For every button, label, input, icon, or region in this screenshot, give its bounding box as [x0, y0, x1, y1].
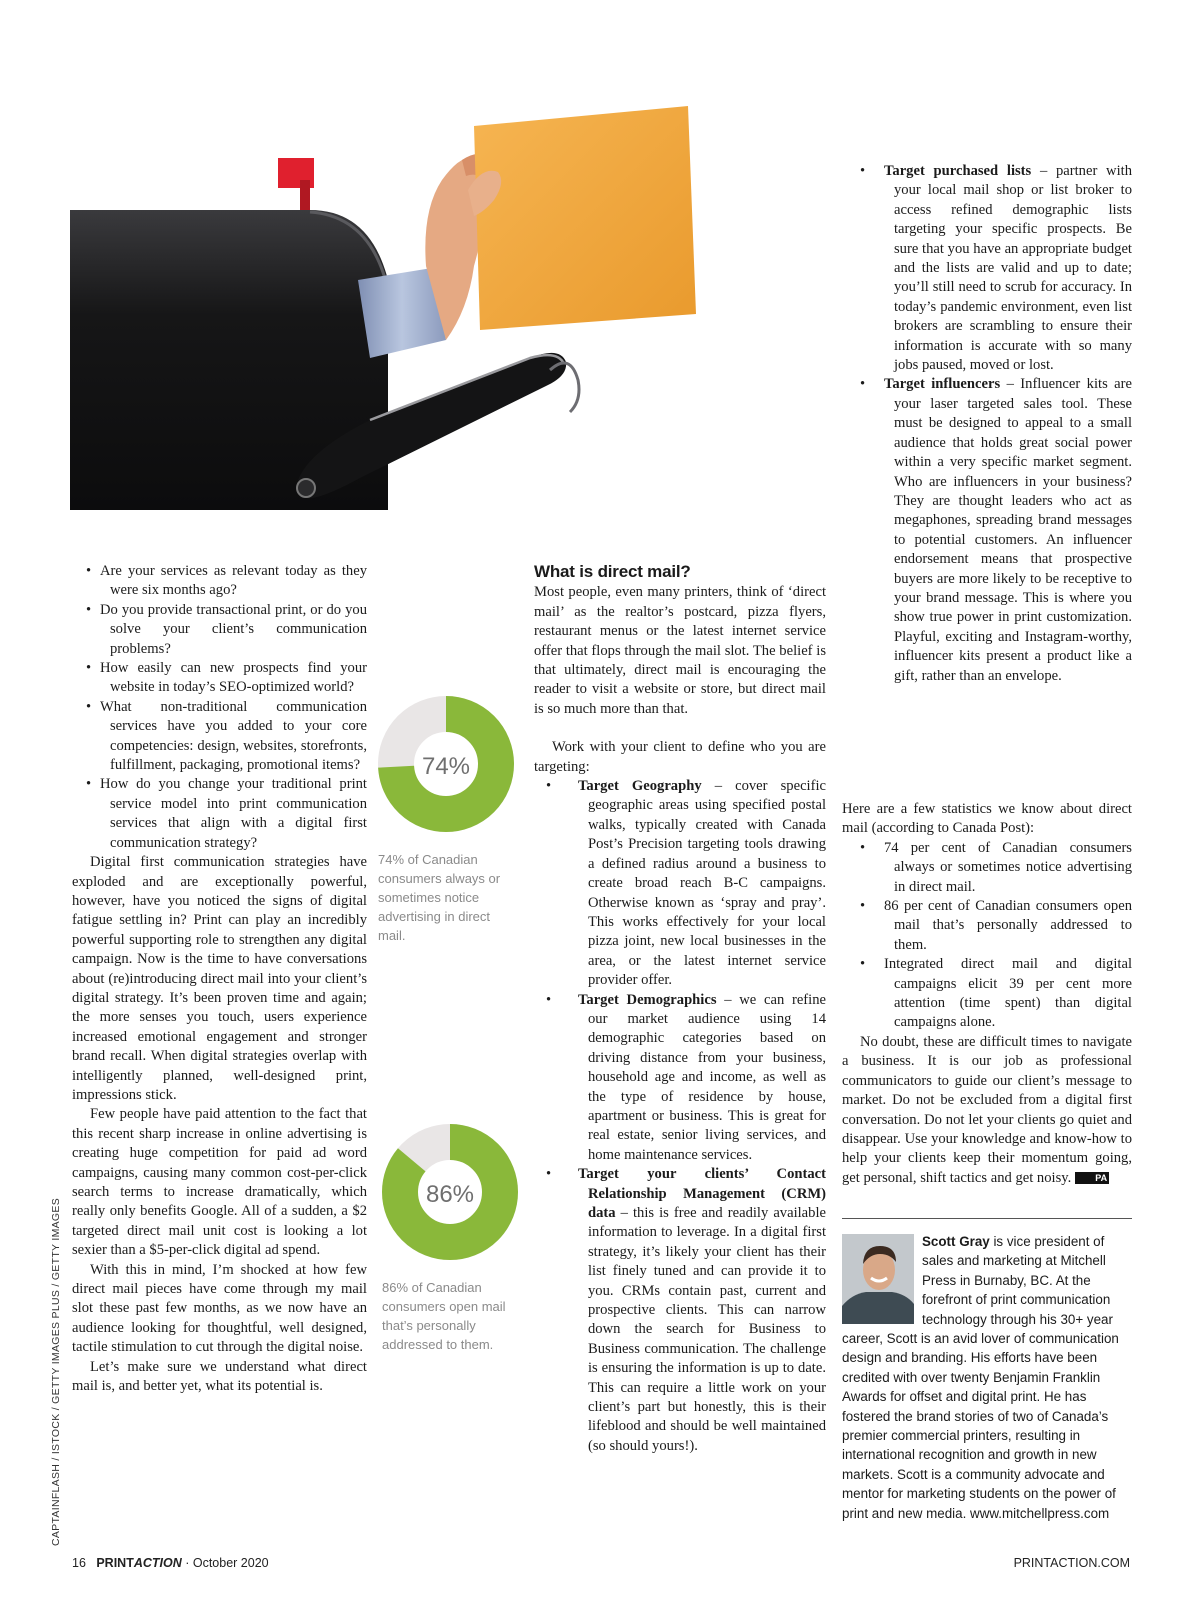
magazine-brand — [96, 1556, 181, 1570]
body-paragraph — [842, 1033, 1132, 1188]
author-photo — [842, 1232, 922, 1326]
list-item-text: – we can refine our market audience using 14 demographic categories based on driving distance from your business, household age and income, as well as the type of residence by house, apartment or business. This is great for real estate, senior living services, and home maintenance services. — [588, 991, 827, 1163]
closing-text: No doubt, these are difficult times to navigate a business. It is our job as professional communicators to guide our client’s message to market. Do not be excluded from a digital first conversation. Do not let your clients go quiet and disappear. Use your knowledge and know-how to help your clients keep their momentum going, get personal, shift tactics and get noisy. — [842, 1033, 1132, 1186]
list-item: • 86 per cent of Canadian consumers open mail that’s personally addressed to them. — [842, 897, 1132, 955]
list-item: • How easily can new prospects find your website in today’s SEO-optimized world? — [72, 659, 367, 698]
page-folio — [72, 1556, 269, 1570]
list-item: • How do you change your traditional print service model into print communication services that align with a digital first communication strategy? — [72, 775, 367, 853]
stats-list — [842, 839, 1132, 1033]
list-item: • What non-traditional communication services have you added to your core competencies: design, websites, storefronts, fulfillment, packaging, promotional items? — [72, 698, 367, 776]
list-item: • 74 per cent of Canadian consumers always or sometimes notice advertising in direct mail. — [842, 839, 1132, 897]
donut-label: 74% — [421, 753, 471, 780]
end-mark-icon: PA — [1075, 1172, 1109, 1184]
questions-list — [72, 562, 367, 853]
targets-list — [534, 777, 826, 1456]
column-four-top — [842, 162, 1132, 686]
list-item: • Are your services as relevant today as they were six months ago? — [72, 562, 367, 601]
column-four-bottom — [842, 800, 1132, 1188]
list-item — [842, 375, 1132, 686]
brand-action: ACTION — [133, 1556, 182, 1570]
targets-list — [842, 162, 1132, 686]
body-paragraph: Work with your client to define who you are targeting: — [534, 739, 826, 775]
list-item-lead: Target Geography — [578, 778, 702, 795]
list-item-lead: Target Demographics — [578, 991, 717, 1008]
bio-divider — [842, 1218, 1132, 1219]
list-item-text: – this is free and readily available information to leverage. In a digital first strategy, it’s likely your client has their list finely tuned and can provide it to you. CRMs contain past, current and prospective clients. This can narrow down the search for Business to Business communication. The challenge is ensuring the information is up to date. This can require a little work on your client’s part but honestly, this is their lifeblood and should be well maintained (so should yours!). — [588, 1205, 826, 1454]
list-item: • Integrated direct mail and digital campaigns elicit 39 per cent more attention (time spent) than digital campaigns alone. — [842, 955, 1132, 1033]
donut-chart — [378, 696, 514, 832]
list-item-lead: Target influencers — [884, 376, 1001, 393]
list-item-text: – cover specific geographic areas using specified postal walks, typically created with Canada Post’s Precision targeting tools drawing a defined radius around a business to create broad reach B-C campaigns. Otherwise known as ‘spray and pray’. This works effectively for your local pizza joint, new local businesses in the area, or the latest internet service provider offer. — [588, 778, 826, 989]
issue-date: · October 2020 — [181, 1556, 269, 1570]
mailbox-illustration — [70, 40, 830, 530]
author-text: is vice president of sales and marketing at Mitchell Press in Burnaby, BC. At the forefront of print communication technology through his 30+ year career, Scott is an avid lover of communication design and branding. His efforts have been credited with over twenty Benjamin Franklin Awards for offset and digital print. He has fostered the brand stories of two of Canada’s premier commercial printers, resulting in international recognition and growth in new markets. Scott is a community advocate and mentor for marketing students on the power of print and new media. www.mitchellpress.com — [842, 1234, 1119, 1521]
list-item: • Do you provide transactional print, or do you solve your client’s communication problems? — [72, 601, 367, 659]
list-item — [534, 777, 826, 990]
body-paragraph: With this in mind, I’m shocked at how few direct mail pieces have come through my mail slot these past few months, as we now have an audience looking for thoughtful, well designed, tactile stimulation to cut through the digital noise. — [72, 1261, 367, 1356]
envelope — [474, 106, 696, 330]
list-item-lead: Target your clients’ Contact Relationship Management (CRM) data — [578, 1166, 826, 1221]
column-three — [534, 562, 826, 1456]
list-item-lead: Target purchased lists — [884, 163, 1032, 179]
body-paragraph: Digital first communication strategies have exploded and are exceptionally powerful, however, have you noticed the signs of digital fatigue settling in? Print can play an incredibly powerful supporting role to strengthen any digital campaign. Now is the time to have conversations about (re)introducing direct mail into your client’s digital strategy. It’s been proven time and again; the more senses you touch, users experience increased emotional engagement and stronger brand recall. When digital strategies overlap with intelligently planned, well-designed print, impressions stick. — [72, 854, 367, 1103]
donut-chart — [382, 1124, 518, 1260]
list-item-text: – Influencer kits are your laser targeted sales tool. These must be designed to appeal to a small audience that holds great social power within a very specific market segment. Who are influencers in your business? They are thought leaders who act as megaphones, spreading brand messages to potential customers. An influencer endorsement means that prospective buyers are more likely to be receptive to your brand message. This is where you show true power in print customization. Playful, exciting and Instagram-worthy, influencer kits present a product like a gift, rather than an envelope. — [894, 376, 1133, 684]
donut-label: 86% — [425, 1181, 475, 1208]
list-item — [842, 162, 1132, 375]
section-heading: What is direct mail? — [534, 562, 691, 581]
list-item — [534, 991, 826, 1166]
column-one — [72, 562, 367, 1396]
brand-print: PRINT — [96, 1556, 134, 1570]
body-paragraph: Here are a few statistics we know about direct mail (according to Canada Post): — [842, 801, 1132, 837]
body-paragraph: Let’s make sure we understand what direct mail is, and better yet, what its potential is. — [72, 1358, 367, 1395]
stat-caption: 74% of Canadian consumers always or sometimes notice advertising in direct mail. — [378, 852, 501, 943]
stat-block-86 — [382, 1124, 522, 1354]
page-number: 16 — [72, 1556, 86, 1570]
author-name: Scott Gray — [922, 1234, 990, 1249]
list-item-text: – partner with your local mail shop or list broker to access refined demographic lists targeting your specific prospects. Be sure that you have an appropriate budget and the lists are valid and up to date; you’ll still need to scrub for accuracy. In today’s pandemic environment, even list brokers are scrambling to ensure their information is accurate with so many jobs paused, moved or lost. — [894, 163, 1132, 374]
website-link: PRINTACTION.COM — [1013, 1556, 1130, 1570]
body-paragraph: Few people have paid attention to the fact that this recent sharp increase in online advertising is creating huge competition for paid ad word campaigns, causing many common cost-per-click search terms to increase dramatically, which really only benefits Google. All of a sudden, a $2 targeted direct mail unit cost is looking a lot sexier than a $5-per-click digital ad spend. — [72, 1106, 367, 1259]
body-paragraph: Most people, even many printers, think of ‘direct mail’ as the realtor’s postcard, pizza flyers, restaurant menus or the latest internet service offer that flops through the mail slot. The belief is that ultimately, direct mail is encouraging the reader to visit a website or store, but direct mail is so much more than that. — [534, 584, 826, 717]
author-bio — [842, 1232, 1132, 1523]
stat-caption: 86% of Canadian consumers open mail that’s personally addressed to them. — [382, 1280, 506, 1352]
list-item — [534, 1165, 826, 1456]
stat-block-74 — [378, 696, 518, 945]
photo-credit: CAPTAINFLASH / ISTOCK / GETTY IMAGES PLUS / GETTY IMAGES — [50, 1197, 62, 1546]
